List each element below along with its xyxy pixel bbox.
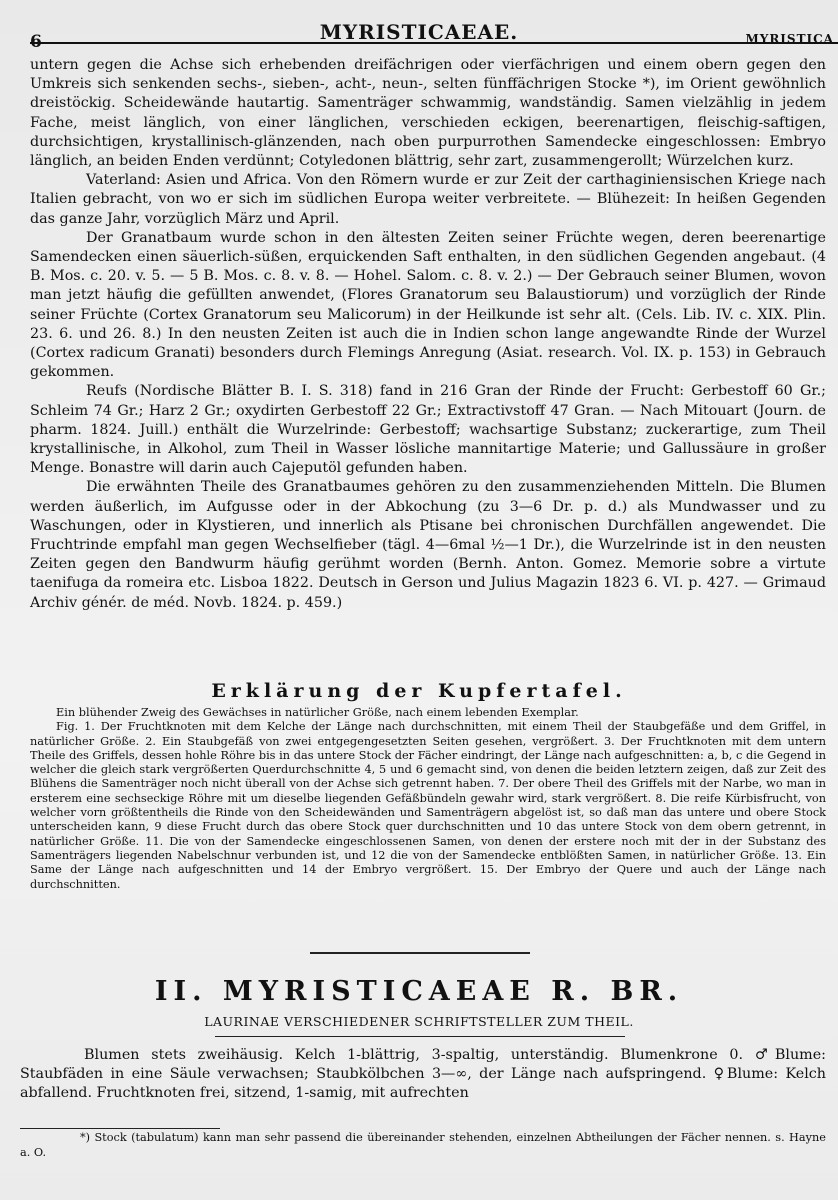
section-subtitle-rule (215, 1036, 625, 1037)
plate-figures-paragraph: Fig. 1. Der Fruchtknoten mit dem Kelche der Länge nach durchschnitten, mit einem Theil der Staubgefäße und dem Griffel, in natürlicher Größe. 2. Ein Staubgefäß von zwei entgegengesetzten Seiten gesehen, vergrößert. 3. Der Fruchtknoten mit dem untern Theile des Griffels, dessen hohle Röhre bis in das untere Stock der Fächer eindringt, der Länge nach aufgeschnitten: a, b, c die Gegend in welcher die gleich stark vergrößerten Querdurchschnitte 4, 5 und 6 gemacht sind, von denen die beiden letztern zeigen, daß zur Zeit des Blühens die Samenträger noch nicht überall von der Achse sich getrennt haben. 7. Der obere Theil des Griffels mit der Narbe, wo man in ersterem eine sechseckige Röhre mit um dieselbe liegenden Gefäßbündeln gewahr wird, stark vergrößert. 8. Die reife Kürbisfrucht, von welcher vorn größtentheils die Rinde von den Scheidewänden und Samenträgern abgelöst ist, so daß man das untere und obere Stock unterscheiden kann, 9 diese Frucht durch das obere Stock quer durchschnitten und 10 das untere Stock von dem obern getrennt, in natürlicher Größe. 11. Die von der Samendecke eingeschlossenen Samen, von denen der erstere noch mit der in der Substanz des Samenträgers liegenden Nabelschnur verbunden ist, und 12 die von der Samendecke entblößten Samen, in natürlicher Größe. 13. Ein Same der Länge nach aufgeschnitten und 14 der Embryo vergrößert. 15. Der Embryo der Quere und auch der Länge nach durchschnitten. (30, 720, 826, 891)
plate-explanation (30, 706, 826, 892)
section-subtitle: LAURINAE VERSCHIEDENER SCHRIFTSTELLER ZUM THEIL. (204, 1014, 634, 1029)
section-title: II. MYRISTICAEAE R. BR. (154, 976, 684, 1007)
main-text (30, 56, 826, 613)
plate-paragraph: Ein blühender Zweig des Gewächses in natürlicher Größe, nach einem lebenden Exemplar. (56, 706, 579, 719)
section-body (20, 1046, 826, 1103)
body-paragraph-medical-use: Die erwähnten Theile des Granatbaumes gehören zu den zusammenziehenden Mitteln. Die Blumen werden äußerlich, im Aufgusse oder in der Abkochung (zu 3—6 Dr. p. d.) als Mundwasser und zu Waschungen, oder in Klystieren, und innerlich als Ptisane bei chronischen Durchfällen angewendet. Die Fruchtrinde empfahl man gegen Wechselfieber (tägl. 4—6mal ½—1 Dr.), die Wurzelrinde ist in den neusten Zeiten gegen den Bandwurm häufig gerühmt worden (Bernh. Anton. Gomez. Memorie sobre a virtute taenifuga da romeira etc. Lisboa 1822. Deutsch in Gerson und Julius Magazin 1823 6. VI. p. 427. — Grimaud Archiv génér. de méd. Novb. 1824. p. 459.) (30, 479, 826, 611)
page-header (0, 10, 838, 52)
footnote-text: *) Stock (tabulatum) kann man sehr passend die übereinander stehenden, einzelnen Abtheilungen der Fächer nennen. s. Hayne a. O. (20, 1131, 826, 1159)
running-head-right: MYRISTICA (745, 32, 834, 46)
body-paragraph-homeland: Vaterland: Asien und Africa. Von den Römern wurde er zur Zeit der carthaginiensischen Kriege nach Italien gebracht, von wo er sich im südlichen Europa weiter verbreitete. — Blühezeit: In heißen Gegenden das ganze Jahr, vorzüglich März und April. (30, 172, 826, 227)
running-head: MYRISTICAEAE. (319, 20, 519, 44)
page-number: 6 (30, 32, 42, 52)
header-rule (30, 42, 838, 44)
footnote-rule (20, 1128, 220, 1129)
body-paragraph-continuation: untern gegen die Achse sich erhebenden dreifächrigen oder vierfächrigen und einem obern gegen den Umkreis sich senkenden sechs-, sieben-, acht-, neun-, selten fünffächrigen Stocke *), im Orient gewöhnlich dreistöckig. Scheidewände hautartig. Samenträger schwammig, wandständig. Samen vielzählig in jedem Fache, meist länglich, von einer länglichen, verschieden eckigen, beerenartigen, fleischig-saftigen, durchsichtigen, krystallinisch-glänzenden, nach oben purpurrothen Samendecke eingeschlossen: Embryo länglich, an beiden Enden verdünnt; Cotyledonen blättrig, sehr zart, zusammengerollt; Würzelchen kurz. (30, 57, 826, 170)
section-paragraph: Blumen stets zweihäusig. Kelch 1-blättrig, 3-spaltig, unterständig. Blumenkrone 0. ♂Blume: Staubfäden in eine Säule verwachsen; Staubkölbchen 3—∞, der Länge nach aufspringend. ♀Blume: Kelch abfallend. Fruchtknoten frei, sitzend, 1-samig, mit aufrechten (20, 1047, 826, 1101)
section-separator (310, 952, 530, 954)
footnote (20, 1130, 826, 1160)
plate-explanation-title: Erklärung der Kupfertafel. (211, 680, 627, 702)
body-paragraph-history: Der Granatbaum wurde schon in den ältesten Zeiten seiner Früchte wegen, deren beerenartige Samendecken einen säuerlich-süßen, erquickenden Saft enthalten, in den südlichen Gegenden angebaut. (4 B. Mos. c. 20. v. 5. — 5 B. Mos. c. 8. v. 8. — Hohel. Salom. c. 8. v. 2.) — Der Gebrauch seiner Blumen, wovon man jetzt häufig die gefüllten anwendet, (Flores Granatorum seu Balaustiorum) und vorzüglich der Rinde seiner Früchte (Cortex Granatorum seu Malicorum) in der Heilkunde ist sehr alt. (Cels. Lib. IV. c. XIX. Plin. 23. 6. und 26. 8.) In den neusten Zeiten ist auch die in Indien schon lange angewandte Rinde der Wurzel (Cortex radicum Granati) besonders durch Flemings Anregung (Asiat. research. Vol. IX. p. 153) in Gebrauch gekommen. (30, 229, 826, 381)
body-paragraph-chemistry: Reufs (Nordische Blätter B. I. S. 318) fand in 216 Gran der Rinde der Frucht: Gerbestoff 60 Gr.; Schleim 74 Gr.; Harz 2 Gr.; oxydirten Gerbestoff 22 Gr.; Extractivstoff 47 Gran. — Nach Mitouart (Journ. de pharm. 1824. Juill.) enthält die Wurzelrinde: Gerbestoff; wachsartige Substanz; zuckerartige, zum Theil krystallinische, in Alkohol, zum Theil in Wasser lösliche mannitartige Materie; und Gallussäure in großer Menge. Bonastre will darin auch Cajeputöl gefunden haben. (30, 383, 826, 477)
